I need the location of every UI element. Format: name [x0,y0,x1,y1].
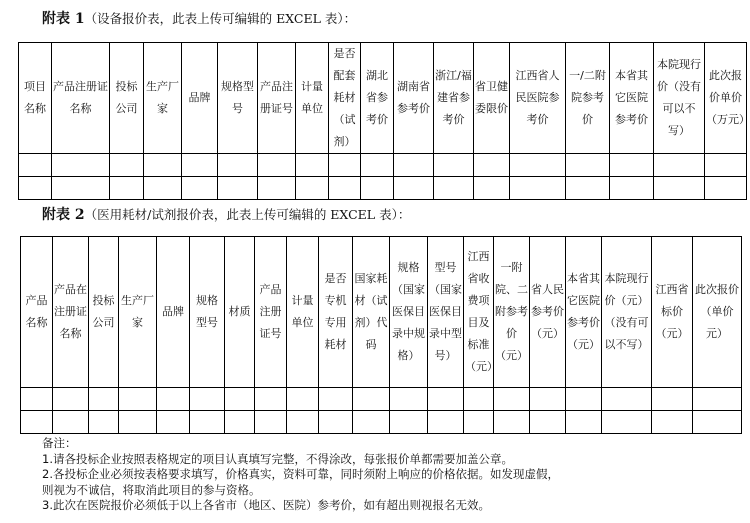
column-header: 产品名称 [21,237,53,388]
column-header: 湖南省参考价 [394,43,434,154]
column-header: 浙江/福建省参考价 [434,43,474,154]
table-cell[interactable] [182,154,218,177]
table-cell[interactable] [21,411,53,434]
table-cell[interactable] [654,154,705,177]
table-cell[interactable] [464,388,494,411]
column-header: 本院现行价（没有可以不写） [654,43,705,154]
column-header: 是否专机专用耗材 [319,237,353,388]
table-cell[interactable] [566,411,602,434]
column-header: 品牌 [157,237,190,388]
table-cell[interactable] [530,388,566,411]
column-header: 江西省标价（元） [652,237,693,388]
table-cell[interactable] [510,177,566,200]
table-cell[interactable] [705,177,747,200]
column-header: 江西省人民医院参考价 [510,43,566,154]
table-cell[interactable] [190,388,225,411]
table-cell[interactable] [258,177,296,200]
table-cell[interactable] [157,411,190,434]
table-cell[interactable] [157,388,190,411]
table-cell[interactable] [89,411,119,434]
table-cell[interactable] [566,154,610,177]
table-cell[interactable] [296,154,329,177]
table-cell[interactable] [610,154,654,177]
table-row [21,388,742,411]
column-header: 材质 [225,237,255,388]
table-cell[interactable] [119,411,157,434]
table-cell[interactable] [464,411,494,434]
table-cell[interactable] [144,177,182,200]
table-cell[interactable] [329,177,361,200]
table-cell[interactable] [530,411,566,434]
column-header: 一附院、二附参考价（元） [494,237,530,388]
table-cell[interactable] [361,177,394,200]
table-cell[interactable] [693,388,742,411]
table-cell[interactable] [218,177,258,200]
table-cell[interactable] [19,154,52,177]
table-cell[interactable] [255,411,287,434]
column-header: 省人民参考价（元） [530,237,566,388]
table-cell[interactable] [693,411,742,434]
column-header: 江西省收费项目及标准（元） [464,237,494,388]
table-cell[interactable] [190,411,225,434]
table2-title [42,204,410,224]
column-header: 产品在注册证名称 [53,237,89,388]
column-header: 省卫健委限价 [474,43,510,154]
column-header: 投标公司 [110,43,144,154]
column-header: 湖北省参考价 [361,43,394,154]
table-row [19,177,747,200]
table-cell[interactable] [652,411,693,434]
table-cell[interactable] [602,411,652,434]
table-cell[interactable] [428,411,464,434]
column-header: 项目名称 [19,43,52,154]
equipment-quote-table [18,42,750,200]
table-cell[interactable] [52,177,110,200]
table-cell[interactable] [610,177,654,200]
column-header: 计量单位 [296,43,329,154]
table-row [19,154,747,177]
table-cell[interactable] [53,411,89,434]
table-cell[interactable] [494,411,530,434]
table-cell[interactable] [434,177,474,200]
table-cell[interactable] [434,154,474,177]
table2-header-row [21,237,742,388]
table-cell[interactable] [319,411,353,434]
table-cell[interactable] [390,411,428,434]
column-header: 本省其它医院参考价（元） [566,237,602,388]
table1-header-row [19,43,747,154]
table-cell[interactable] [225,388,255,411]
table2-title-label: 附表 2 [42,207,85,223]
table-cell[interactable] [53,388,89,411]
table-cell[interactable] [21,388,53,411]
column-header: 一/二附院参考价 [566,43,610,154]
table-cell[interactable] [654,177,705,200]
column-header: 产品注册证号 [255,237,287,388]
notes-section [42,436,722,514]
table-cell[interactable] [110,154,144,177]
column-header: 生产厂家 [144,43,182,154]
note-item: 1.请各投标企业按照表格规定的项目认真填写完整，不得涂改，每张报价单都需要加盖公章。 [42,451,513,466]
table-cell[interactable] [390,388,428,411]
column-header: 规格型号 [218,43,258,154]
table-cell[interactable] [319,388,353,411]
table-cell[interactable] [566,177,610,200]
column-header: 本院现行价（元）（没有可以不写） [602,237,652,388]
table-cell[interactable] [428,388,464,411]
column-header: 本省其它医院参考价 [610,43,654,154]
table-cell[interactable] [287,411,319,434]
table-cell[interactable] [218,154,258,177]
table-cell[interactable] [394,154,434,177]
table-cell[interactable] [361,154,394,177]
table-cell[interactable] [705,154,747,177]
note-item: 则视为不诚信，将取消此项目的参与资格。 [42,482,261,497]
table-cell[interactable] [652,388,693,411]
table1-title-description: （设备报价表，此表上传可编辑的 EXCEL 表）： [84,11,357,26]
column-header: 规格（国家医保目录中规格） [390,237,428,388]
table-cell[interactable] [287,388,319,411]
table-cell[interactable] [258,154,296,177]
column-header: 投标公司 [89,237,119,388]
column-header: 型号（国家医保目录中型号） [428,237,464,388]
table-cell[interactable] [474,154,510,177]
column-header: 产品注册证号 [258,43,296,154]
table-cell[interactable] [353,411,390,434]
table-cell[interactable] [110,177,144,200]
table-cell[interactable] [225,411,255,434]
column-header: 是否配套耗材（试剂） [329,43,361,154]
table-row [21,411,742,434]
table-cell[interactable] [353,388,390,411]
table-cell[interactable] [182,177,218,200]
column-header: 生产厂家 [119,237,157,388]
table-cell[interactable] [494,388,530,411]
table2-title-description: （医用耗材/试剂报价表，此表上传可编辑的 EXCEL 表）： [84,207,411,222]
table1-title-label: 附表 1 [42,11,85,27]
table-cell[interactable] [510,154,566,177]
table-cell[interactable] [474,177,510,200]
table-cell[interactable] [19,177,52,200]
table-cell[interactable] [296,177,329,200]
table-cell[interactable] [602,388,652,411]
table-cell[interactable] [329,154,361,177]
column-header: 计量单位 [287,237,319,388]
column-header: 此次报价单价（万元） [705,43,747,154]
column-header: 国家耗材（试剂）代码 [353,237,390,388]
consumables-quote-table [20,236,742,434]
table-cell[interactable] [52,154,110,177]
table-cell[interactable] [89,388,119,411]
table1-title [42,8,356,28]
table-cell[interactable] [119,388,157,411]
notes-heading: 备注： [42,436,77,450]
table-cell[interactable] [394,177,434,200]
column-header: 产品注册证名称 [52,43,110,154]
column-header: 品牌 [182,43,218,154]
note-item: 3.此次在医院报价必须低于以上各省市（地区、医院）参考价，如有超出则视报名无效。 [42,498,490,513]
table-cell[interactable] [144,154,182,177]
table-cell[interactable] [255,388,287,411]
table-cell[interactable] [566,388,602,411]
column-header: 此次报价（单价元） [693,237,742,388]
column-header: 规格型号 [190,237,225,388]
note-item: 2.各投标企业必须按表格要求填写，价格真实，资料可靠，同时须附上响应的价格依据。如发现虚假， [42,467,559,482]
